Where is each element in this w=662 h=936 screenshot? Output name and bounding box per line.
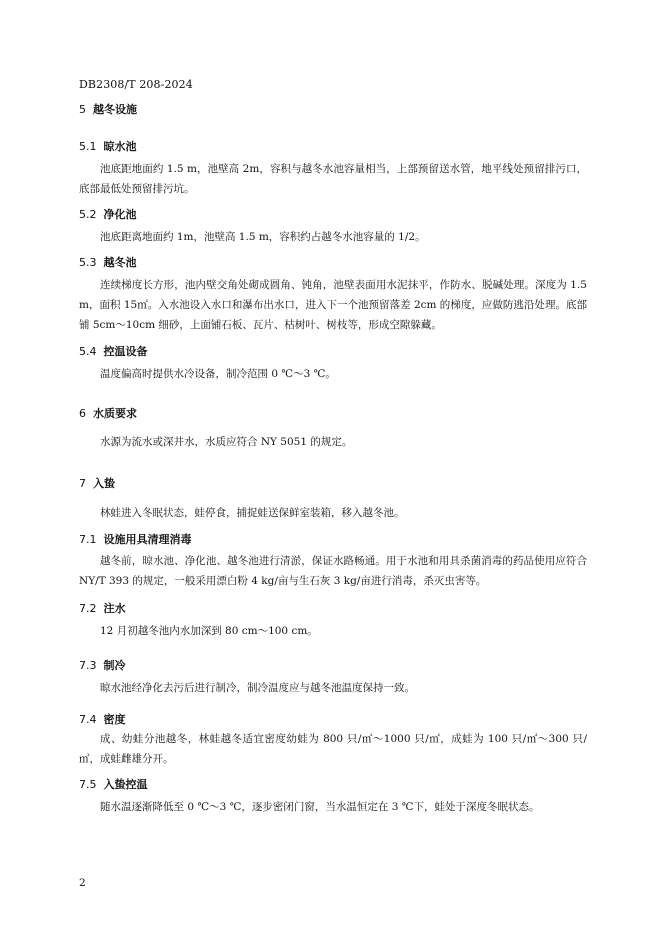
section-title: 密度 bbox=[103, 713, 126, 726]
section-heading-6 bbox=[79, 405, 137, 421]
section-number: 7.3 bbox=[79, 659, 97, 672]
section-paragraph-7-1: 越冬前，晾水池、净化池、越冬池进行清淤，保证水路畅通。用于水池和用具杀菌消毒的药品使用应符合 NY/T 393 的规定，一般采用漂白粉 4 kg/亩与生石灰 3 kg/亩进行消毒，杀灭虫害等。 bbox=[79, 555, 587, 587]
section-title: 注水 bbox=[103, 602, 126, 615]
section-number: 7.1 bbox=[79, 533, 97, 546]
section-title: 控温设备 bbox=[103, 345, 148, 358]
section-heading-7 bbox=[79, 475, 115, 491]
section-heading-7-1 bbox=[79, 531, 192, 547]
section-number: 5.3 bbox=[79, 256, 97, 269]
section-title: 越冬设施 bbox=[93, 103, 137, 116]
page-number: 2 bbox=[79, 877, 86, 889]
section-paragraph-5-2: 池底距离地面约 1m，池壁高 1.5 m，容积约占越冬水池容量的 1/2。 bbox=[100, 231, 426, 243]
section-heading-7-4 bbox=[79, 711, 126, 727]
section-paragraph-7: 林蛙进入冬眠状态，蛙停食，捕捉蛙送保鲜室装箱，移入越冬池。 bbox=[100, 507, 405, 519]
section-number: 7.4 bbox=[79, 713, 97, 726]
document-code: DB2308/T 208-2024 bbox=[79, 78, 193, 91]
section-title: 净化池 bbox=[103, 208, 137, 221]
section-heading-7-5 bbox=[79, 776, 148, 792]
section-number: 5.4 bbox=[79, 345, 97, 358]
section-paragraph-7-3: 晾水池经净化去污后进行制冷，制冷温度应与越冬池温度保持一致。 bbox=[100, 682, 415, 694]
section-title: 制冷 bbox=[103, 659, 126, 672]
section-paragraph-6: 水源为流水或深井水，水质应符合 NY 5051 的规定。 bbox=[100, 436, 353, 448]
section-heading-7-2 bbox=[79, 600, 126, 616]
section-number: 7.2 bbox=[79, 602, 97, 615]
section-number: 5 bbox=[79, 103, 86, 116]
section-number: 7.5 bbox=[79, 778, 97, 791]
section-heading-5-4 bbox=[79, 343, 148, 359]
section-title: 设施用具清理消毒 bbox=[103, 533, 192, 546]
section-heading-5-2 bbox=[79, 206, 137, 222]
section-title: 水质要求 bbox=[93, 407, 137, 420]
section-number: 5.2 bbox=[79, 208, 97, 221]
section-number: 6 bbox=[79, 407, 86, 420]
section-paragraph-5-3: 连续梯度长方形，池内壁交角处砌成圆角、钝角，池壁表面用水泥抹平，作防水、脱碱处理。深度为 1.5 m，面积 15㎡。入水池设入水口和瀑布出水口，进入下一个池预留落差 2cm 的梯度，应做防逃沿处理。底部铺 5cm～10cm 细砂，上面铺石板、瓦片、枯树叶、树枝等，形成空隙躲藏。 bbox=[79, 279, 587, 331]
section-paragraph-5-4: 温度偏高时提供水冷设备，制冷范围 0 ℃～3 ℃。 bbox=[100, 368, 336, 380]
section-number: 7 bbox=[79, 477, 86, 490]
section-paragraph-7-2: 12 月初越冬池内水加深到 80 cm～100 cm。 bbox=[100, 625, 318, 637]
section-paragraph-7-5: 随水温逐渐降低至 0 ℃～3 ℃，逐步密闭门窗，当水温恒定在 3 ℃下，蛙处于深度冬眠状态。 bbox=[100, 801, 540, 813]
section-title: 入蛰 bbox=[93, 477, 115, 490]
section-heading-5-3 bbox=[79, 254, 137, 270]
section-heading-5-1 bbox=[79, 138, 137, 154]
section-title: 越冬池 bbox=[103, 256, 137, 269]
section-title: 入蛰控温 bbox=[103, 778, 148, 791]
section-heading-5 bbox=[79, 101, 137, 117]
section-title: 晾水池 bbox=[103, 140, 137, 153]
section-paragraph-5-1: 池底距地面约 1.5 m，池壁高 2m，容积与越冬水池容量相当，上部预留送水管，地平线处预留排污口，底部最低处预留排污坑。 bbox=[79, 163, 587, 195]
section-number: 5.1 bbox=[79, 140, 97, 153]
section-paragraph-7-4: 成、幼蛙分池越冬，林蛙越冬适宜密度幼蛙为 800 只/㎡～1000 只/㎡，成蛙为 100 只/㎡～300 只/㎡，成蛙雌雄分开。 bbox=[79, 733, 587, 765]
section-heading-7-3 bbox=[79, 657, 126, 673]
